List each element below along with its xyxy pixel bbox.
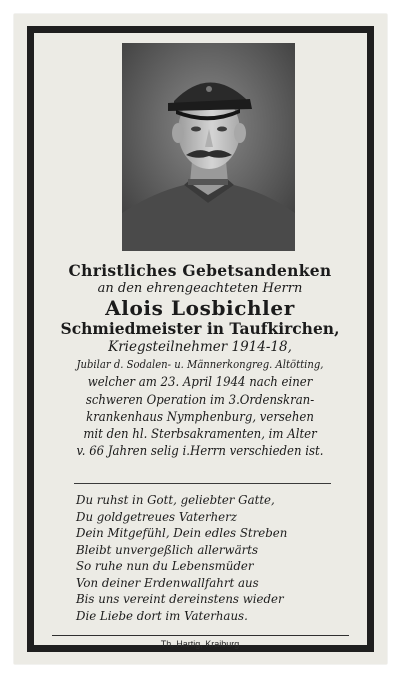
obituary-line: mit den hl. Sterbsakramenten, im Alter xyxy=(83,426,317,442)
poem-line: Die Liebe dort im Vaterhaus. xyxy=(76,607,248,623)
poem-line: Du goldgetreues Vaterherz xyxy=(76,508,237,524)
memorial-card xyxy=(14,14,387,664)
obituary-line: Jubilar d. Sodalen- u. Männerkongreg. Altötting, xyxy=(76,358,324,371)
card-heading: Christliches Gebetsandenken xyxy=(68,261,332,280)
card-intro: an den ehrengeachteten Herrn xyxy=(97,281,303,296)
obituary-line: krankenhaus Nymphenburg, versehen xyxy=(86,408,314,424)
obituary-line: v. 66 Jahren selig i.Herrn verschieden ist. xyxy=(76,443,324,459)
poem-line: Dein Mitgefühl, Dein edles Streben xyxy=(76,525,288,540)
poem-line: So ruhe nun du Lebensmüder xyxy=(76,558,254,573)
poem-line: Bis uns vereint dereinstens wieder xyxy=(76,591,284,606)
poem-line: Von deiner Erdenwallfahrt aus xyxy=(76,574,259,590)
footer-rule xyxy=(52,635,349,636)
occupation-line: Schmiedmeister in Taufkirchen, xyxy=(60,319,340,338)
portrait-photo xyxy=(122,43,295,251)
obituary-text xyxy=(46,356,355,460)
veteran-line: Kriegsteilnehmer 1914-18, xyxy=(108,339,292,355)
obituary-line: schweren Operation im 3.Ordenskran- xyxy=(85,391,315,407)
obituary-line: welcher am 23. April 1944 nach einer xyxy=(87,374,313,390)
section-divider xyxy=(74,483,331,484)
printer-imprint: Th. Hartig, Kraiburg xyxy=(160,639,240,649)
poem-line: Bleibt unvergeßlich allerwärts xyxy=(76,541,258,557)
poem-line: Du ruhst in Gott, geliebter Gatte, xyxy=(76,492,275,507)
memorial-poem xyxy=(76,492,352,624)
deceased-name: Alois Losbichler xyxy=(105,296,295,320)
